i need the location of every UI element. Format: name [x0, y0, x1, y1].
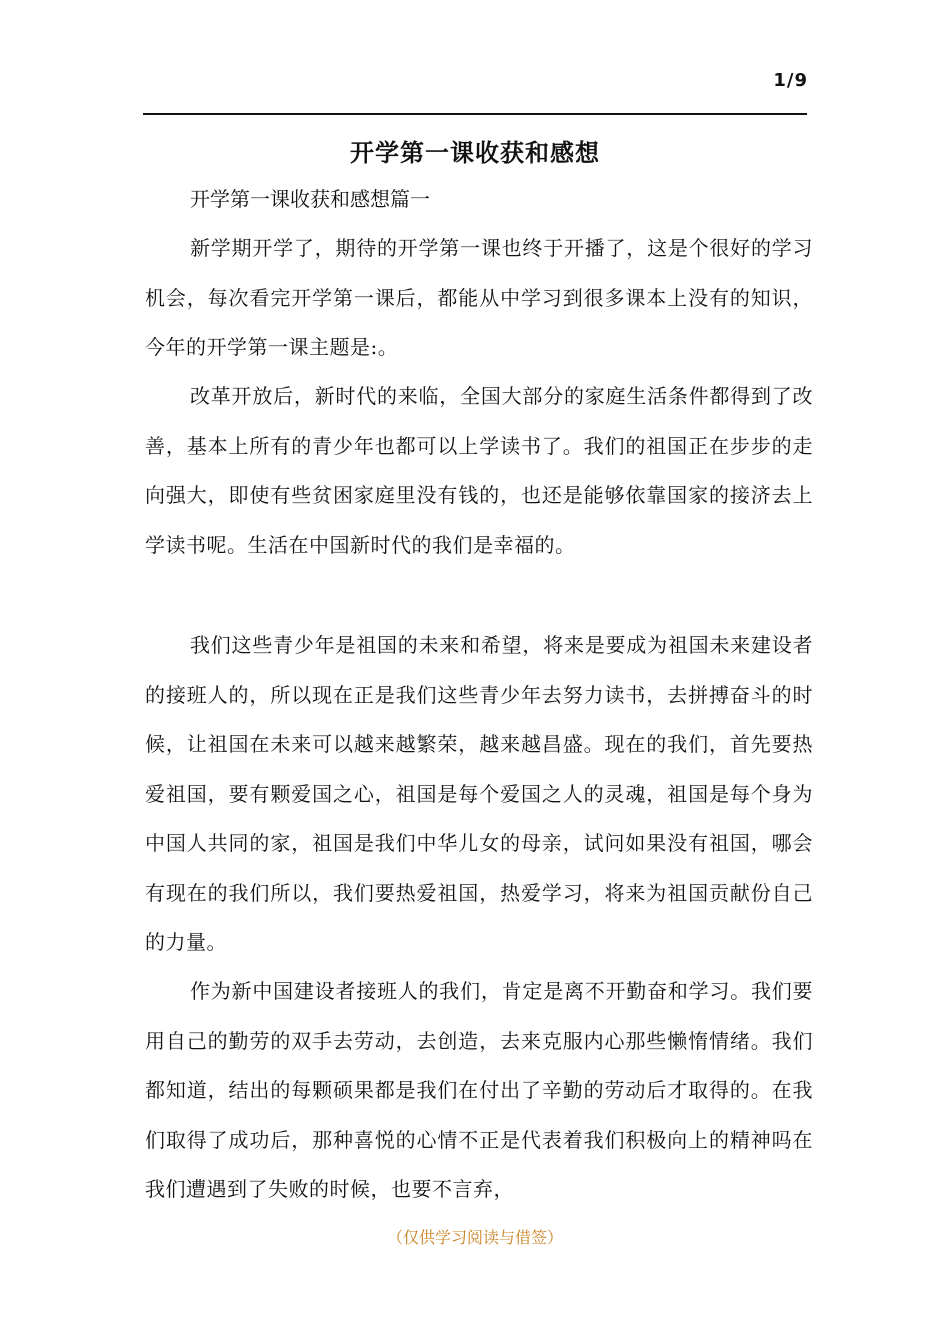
header-rule [143, 113, 807, 115]
paragraph: 我们这些青少年是祖国的未来和希望，将来是要成为祖国未来建设者的接班人的，所以现在正是我们这些青少年去努力读书，去拼搏奋斗的时候，让祖国在未来可以越来越繁荣，越来越昌盛。现在的我们，首先要热爱祖国，要有颗爱国之心，祖国是每个爱国之人的灵魂，祖国是每个身为中国人共同的家，祖国是我们中华儿女的母亲，试问如果没有祖国，哪会有现在的我们所以，我们要热爱祖国，热爱学习，将来为祖国贡献份自己的力量。 [145, 633, 813, 954]
document-title: 开学第一课收获和感想 [350, 138, 600, 167]
page-number: 1/9 [773, 70, 808, 91]
paragraph: 改革开放后，新时代的来临，全国大部分的家庭生活条件都得到了改善，基本上所有的青少年也都可以上学读书了。我们的祖国正在步步的走向强大，即使有些贫困家庭里没有钱的，也还是能够依靠国家的接济去上学读书呢。生活在中国新时代的我们是幸福的。 [145, 384, 813, 557]
paragraph: 新学期开学了，期待的开学第一课也终于开播了，这是个很好的学习机会，每次看完开学第一课后，都能从中学习到很多课本上没有的知识，今年的开学第一课主题是:。 [145, 236, 813, 359]
paragraph: 作为新中国建设者接班人的我们，肯定是离不开勤奋和学习。我们要用自己的勤劳的双手去劳动，去创造，去来克服内心那些懒惰情绪。我们都知道，结出的每颗硕果都是我们在付出了辛勤的劳动后才取得的。在我们取得了成功后，那种喜悦的心情不正是代表着我们积极向上的精神吗在我们遭遇到了失败的时候，也要不言弃， [145, 979, 813, 1201]
footer-note: （仅供学习阅读与借签） [386, 1228, 563, 1247]
document-subtitle: 开学第一课收获和感想篇一 [190, 187, 430, 211]
